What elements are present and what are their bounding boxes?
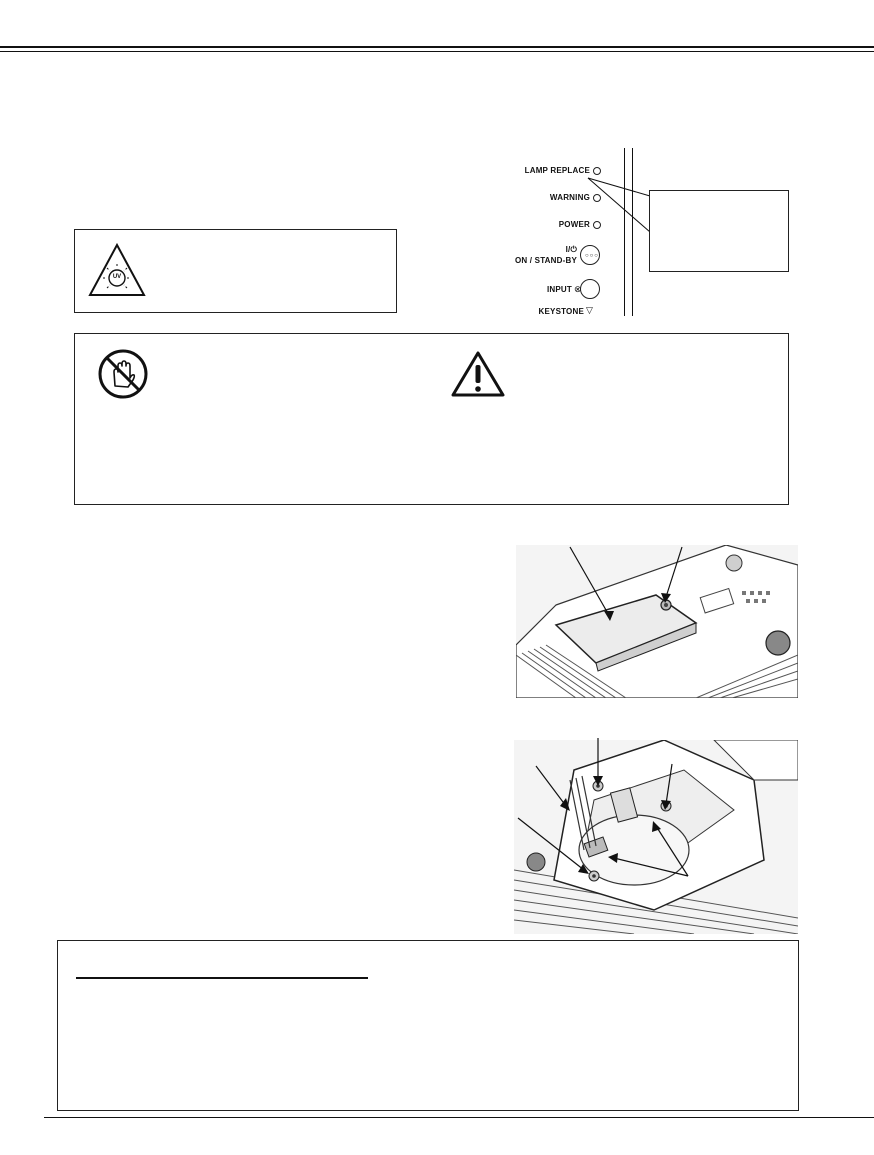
uv-warning-icon bbox=[87, 242, 147, 298]
on-standby-label: ON / STAND-BY bbox=[514, 256, 577, 265]
power-label: POWER bbox=[558, 220, 590, 229]
header-rule-bottom bbox=[0, 51, 874, 52]
keystone-label: KEYSTONE bbox=[538, 307, 584, 316]
callout-leader bbox=[580, 170, 660, 240]
keystone-icon: ▽ bbox=[586, 305, 593, 315]
lamp-cover-pointers bbox=[560, 545, 700, 625]
on-standby-symbol: I/⏻ bbox=[565, 245, 577, 254]
no-touch-hand-icon bbox=[97, 348, 149, 400]
header-rule-top bbox=[0, 46, 874, 48]
uv-warning-box bbox=[74, 229, 397, 313]
input-label: INPUT bbox=[547, 285, 572, 294]
input-icon: ⊗ bbox=[574, 284, 582, 294]
lamp-replace-callout-box bbox=[649, 190, 789, 272]
lamp-screws-pointers bbox=[506, 736, 706, 886]
on-standby-button[interactable]: ○○○ bbox=[580, 245, 600, 265]
input-button[interactable] bbox=[580, 279, 600, 299]
caution-box bbox=[74, 333, 789, 505]
footer-rule bbox=[44, 1117, 874, 1118]
lamp-replace-label: LAMP REPLACE bbox=[524, 166, 590, 175]
note-box bbox=[57, 940, 799, 1111]
caution-triangle-icon bbox=[450, 350, 506, 398]
warning-label: WARNING bbox=[549, 193, 590, 202]
note-heading-underline bbox=[76, 977, 368, 979]
uv-label: UV bbox=[112, 274, 122, 280]
